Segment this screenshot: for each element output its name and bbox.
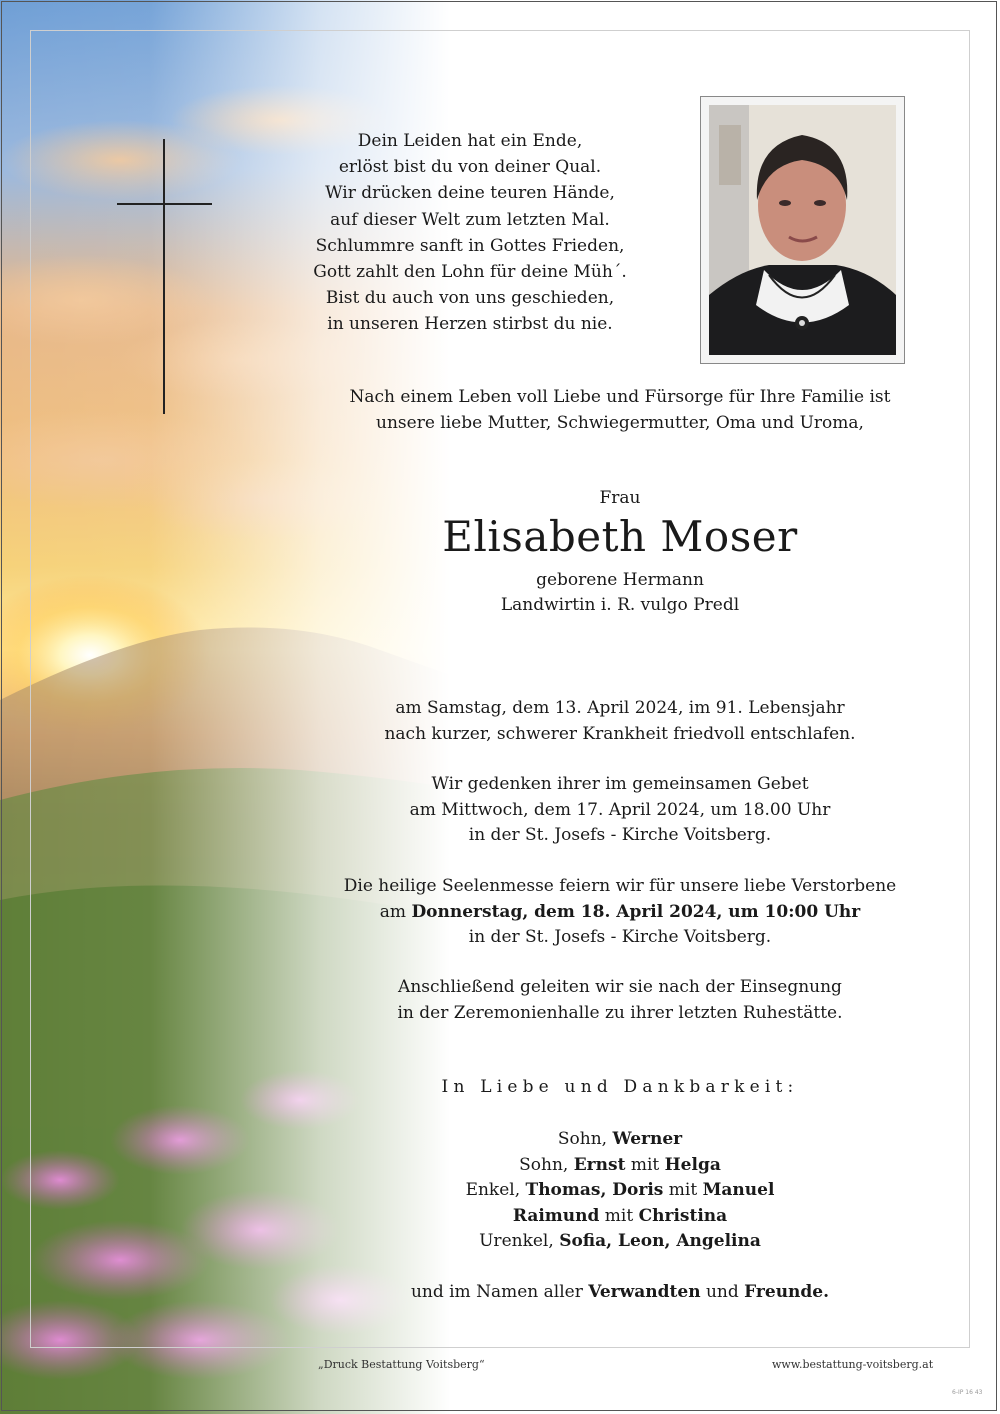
family-line [300, 1127, 940, 1153]
member-name: Christina [638, 1205, 728, 1226]
portrait-image [709, 105, 896, 355]
portrait-photo [709, 105, 896, 355]
mass-prefix: am [379, 901, 412, 922]
mass-notice [300, 874, 940, 951]
intro-line: Nach einem Leben voll Liebe und Fürsorge für Ihre Familie ist [349, 387, 891, 407]
member-name: Manuel [702, 1180, 775, 1201]
member-name: Ernst [573, 1154, 626, 1175]
deceased-name: Elisabeth Moser [442, 512, 798, 561]
prayer-line: am Mittwoch, dem 17. April 2024, um 18.00 Uhr [409, 799, 831, 820]
member-name: Thomas, Doris [525, 1180, 664, 1201]
closing-line [300, 1280, 940, 1306]
occupation: Landwirtin i. R. vulgo Predl [500, 595, 740, 615]
relation: Sohn, [519, 1154, 574, 1175]
poem-line: in unseren Herzen stirbst du nie. [327, 314, 613, 335]
death-notice [300, 696, 940, 747]
relation: Sohn, [557, 1129, 613, 1149]
portrait-frame [700, 96, 905, 364]
closing-part: und [700, 1282, 745, 1302]
poem-line: Wir drücken deine teuren Hände, [325, 183, 615, 204]
relation: Enkel, [465, 1180, 526, 1201]
print-code: 6-IP 16 43 [952, 1389, 983, 1396]
death-line: am Samstag, dem 13. April 2024, im 91. Lebensjahr [395, 698, 845, 718]
poem-line: erlöst bist du von deiner Qual. [338, 157, 602, 178]
closing-text [300, 1280, 940, 1306]
cross-icon-bar [117, 203, 212, 205]
connector: mit [625, 1154, 665, 1175]
mass-line: Die heilige Seelenmesse feiern wir für unsere liebe Verstorbene [343, 876, 897, 896]
poem-line: auf dieser Welt zum letzten Mal. [330, 209, 610, 230]
member-name: Raimund [512, 1205, 600, 1226]
member-name: Sofia, Leon, Angelina [559, 1231, 761, 1252]
closing-bold: Freunde. [744, 1282, 830, 1302]
family-line [300, 1178, 940, 1204]
family-line [300, 1153, 940, 1179]
poem [280, 128, 660, 338]
cross-icon [163, 139, 165, 414]
poem-line: Dein Leiden hat ein Ende, [357, 131, 583, 151]
poem-line: Schlummre sanft in Gottes Frieden, [315, 235, 625, 256]
thanks-heading: In Liebe und Dankbarkeit: [441, 1077, 799, 1097]
poem-line: Bist du auch von uns geschieden, [325, 288, 615, 309]
maiden-name: geborene Hermann [536, 570, 704, 590]
connector: mit [599, 1205, 639, 1226]
salutation: Frau [599, 488, 641, 508]
intro-text [300, 385, 940, 436]
closing-part: und im Namen aller [410, 1282, 589, 1302]
connector: mit [663, 1180, 703, 1201]
intro-line: unsere liebe Mutter, Schwiegermutter, Oma und Uroma, [376, 412, 864, 433]
prayer-line: Wir gedenken ihrer im gemeinsamen Gebet [431, 774, 809, 794]
deceased-details [300, 568, 940, 618]
burial-line: Anschließend geleiten wir sie nach der Einsegnung [398, 977, 842, 997]
family-line [300, 1204, 940, 1230]
burial-line: in der Zeremonienhalle zu ihrer letzten Ruhestätte. [397, 1002, 843, 1023]
family-line [300, 1229, 940, 1255]
relation: Urenkel, [479, 1231, 560, 1252]
death-line: nach kurzer, schwerer Krankheit friedvoll entschlafen. [384, 723, 856, 744]
prayer-line: in der St. Josefs - Kirche Voitsberg. [468, 825, 772, 846]
mass-date: Donnerstag, dem 18. April 2024, um 10:00 Uhr [411, 901, 861, 922]
mass-line: in der St. Josefs - Kirche Voitsberg. [468, 927, 772, 948]
closing-bold: Verwandten [588, 1282, 701, 1302]
mass-line [300, 900, 940, 926]
burial-notice [300, 975, 940, 1026]
member-name: Helga [664, 1154, 721, 1175]
website-link[interactable]: www.bestattung-voitsberg.at [772, 1358, 934, 1371]
member-name: Werner [612, 1129, 683, 1149]
poem-line: Gott zahlt den Lohn für deine Müh´. [313, 262, 627, 283]
family-list [300, 1127, 940, 1255]
printer-credit: „Druck Bestattung Voitsberg“ [318, 1358, 485, 1371]
prayer-notice [300, 772, 940, 849]
